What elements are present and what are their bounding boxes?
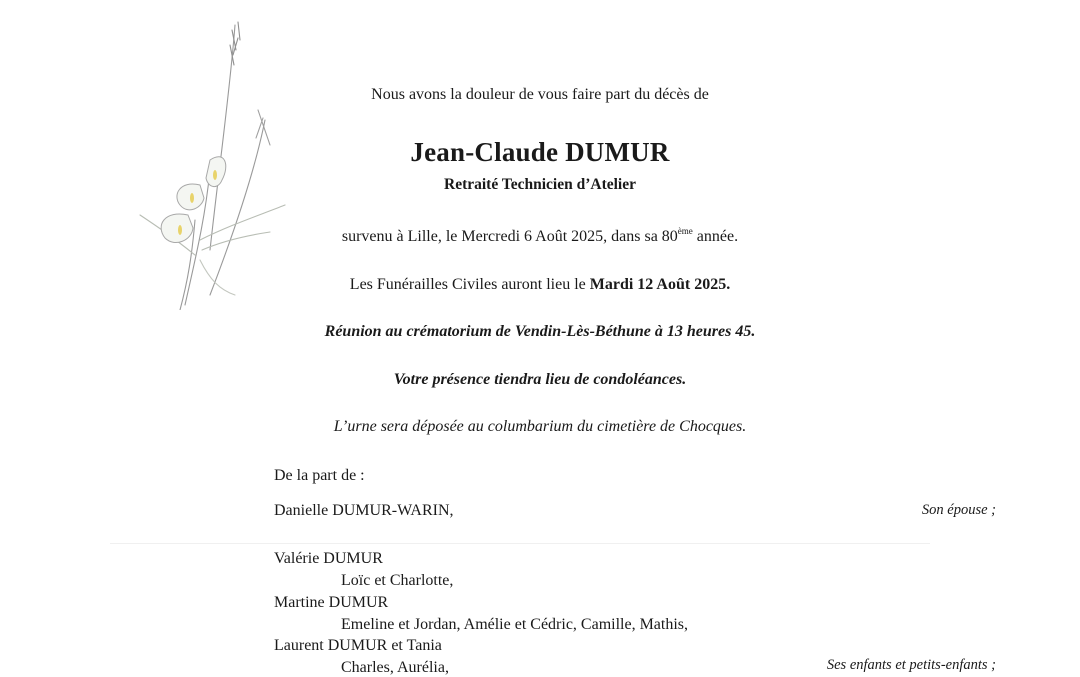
intro-text: Nous avons la douleur de vous faire part du décès de (371, 86, 709, 103)
spouse-name: Danielle DUMUR-WARIN, (274, 502, 454, 519)
family-member: Charles, Aurélia, (341, 659, 449, 676)
funeral-date: Mardi 12 Août 2025. (589, 276, 731, 293)
family-member: Valérie DUMUR (274, 550, 383, 567)
funeral-text: Les Funérailles Civiles auront lieu le (349, 276, 590, 293)
ordinal-suffix: ème (677, 226, 693, 236)
condolences-note: Votre présence tiendra lieu de condoléances. (393, 371, 687, 388)
meeting-info: Réunion au crématorium de Vendin-Lès-Béthune à 13 heures 45. (324, 323, 756, 340)
deceased-name: Jean-Claude DUMUR (410, 137, 670, 167)
funeral-notice-line (0, 276, 1080, 294)
spouse-relation: Son épouse ; (921, 502, 996, 518)
from-label: De la part de : (274, 467, 365, 484)
family-member: Loïc et Charlotte, (341, 572, 454, 589)
family-relation: Ses enfants et petits-enfants ; (826, 657, 996, 673)
profession: Retraité Technicien d’Atelier (444, 176, 636, 193)
family-member: Martine DUMUR (274, 594, 389, 611)
divider (110, 543, 930, 544)
family-member: Laurent DUMUR et Tania (274, 637, 442, 654)
death-notice (0, 228, 1080, 246)
urn-note: L’urne sera déposée au columbarium du cimetière de Chocques. (333, 418, 747, 435)
family-member: Emeline et Jordan, Amélie et Cédric, Camille, Mathis, (341, 616, 689, 633)
death-text-end: année. (692, 228, 739, 245)
death-text: survenu à Lille, le Mercredi 6 Août 2025, dans sa 80 (341, 228, 678, 245)
